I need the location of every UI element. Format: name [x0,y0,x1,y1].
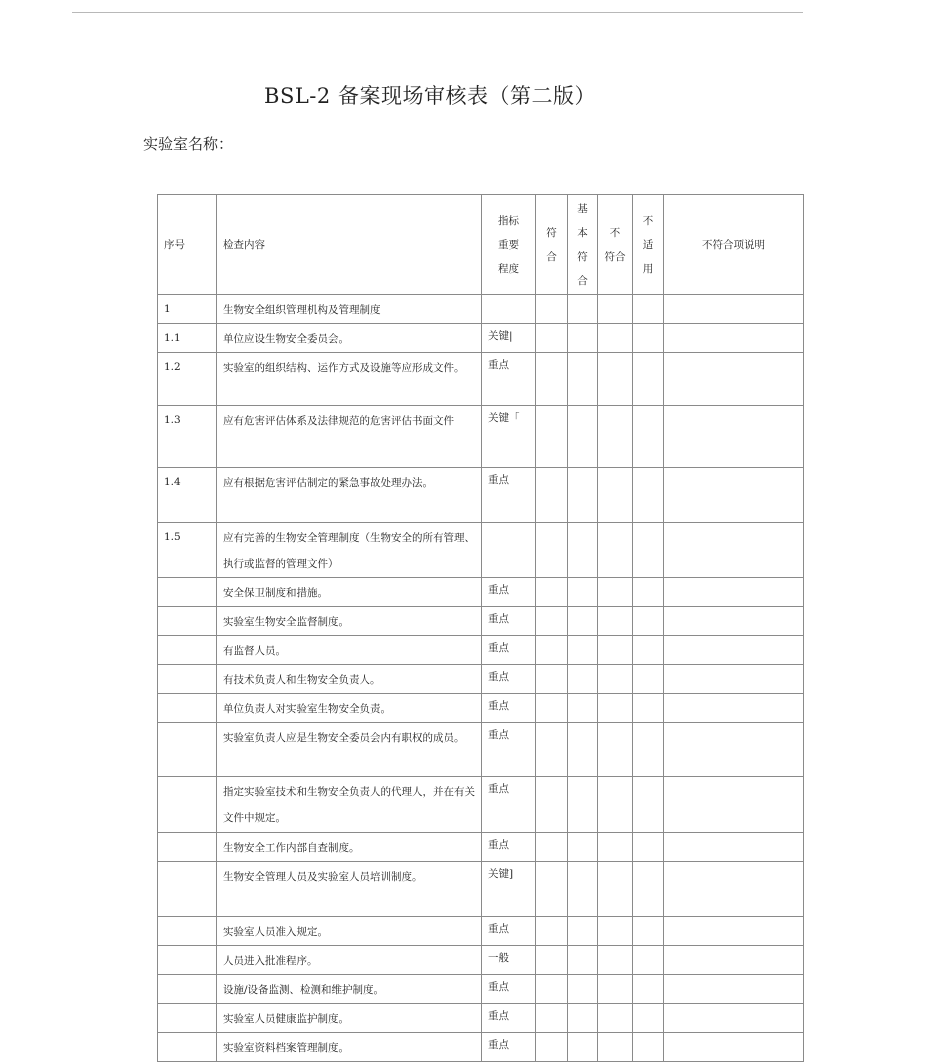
table-header-row [158,195,804,295]
row-importance [482,295,536,324]
row-basic-conform [568,468,598,523]
row-nonconform [598,946,633,975]
row-not-applicable [633,578,664,607]
row-basic-conform [568,665,598,694]
row-no [158,946,217,975]
row-nonconform [598,917,633,946]
row-importance: 重点 [482,468,536,523]
row-content: 生物安全管理人员及实验室人员培训制度。 [217,862,482,917]
row-nonconform [598,833,633,862]
row-remarks [664,975,804,1004]
row-basic-conform [568,1004,598,1033]
table-row [158,636,804,665]
row-nonconform [598,324,633,353]
row-conform [536,468,568,523]
row-nonconform [598,578,633,607]
row-nonconform [598,1004,633,1033]
row-importance: 重点 [482,353,536,406]
row-conform [536,694,568,723]
row-basic-conform [568,353,598,406]
row-basic-conform [568,862,598,917]
row-no [158,1004,217,1033]
row-not-applicable [633,946,664,975]
row-basic-conform [568,777,598,833]
row-remarks [664,406,804,468]
row-no [158,833,217,862]
row-content: 人员进入批准程序。 [217,946,482,975]
table-row [158,917,804,946]
row-importance: 重点 [482,665,536,694]
row-no: 1 [158,295,217,324]
row-content: 生物安全组织管理机构及管理制度 [217,295,482,324]
row-not-applicable [633,975,664,1004]
table-row [158,946,804,975]
row-content: 实验室生物安全监督制度。 [217,607,482,636]
row-remarks [664,694,804,723]
row-content: 实验室人员准入规定。 [217,917,482,946]
row-basic-conform [568,523,598,578]
top-rule [72,12,803,13]
row-content: 单位负责人对实验室生物安全负责。 [217,694,482,723]
row-importance: 重点 [482,777,536,833]
row-basic-conform [568,946,598,975]
row-remarks [664,917,804,946]
row-not-applicable [633,636,664,665]
row-not-applicable [633,468,664,523]
row-importance: 关键「 [482,406,536,468]
row-nonconform [598,406,633,468]
row-nonconform [598,295,633,324]
row-no [158,975,217,1004]
row-importance: 重点 [482,1033,536,1062]
row-remarks [664,468,804,523]
row-remarks [664,862,804,917]
row-not-applicable [633,1033,664,1062]
row-importance: 重点 [482,1004,536,1033]
row-no: 1.4 [158,468,217,523]
row-basic-conform [568,295,598,324]
table-row [158,694,804,723]
row-conform [536,833,568,862]
row-importance: 重点 [482,694,536,723]
row-not-applicable [633,523,664,578]
page-title: BSL-2 备案现场审核表（第二版） [264,84,596,108]
table-row [158,523,804,578]
row-conform [536,665,568,694]
row-remarks [664,665,804,694]
row-conform [536,777,568,833]
row-no [158,723,217,777]
row-content: 应有完善的生物安全管理制度（生物安全的所有管理、执行或监督的管理文件） [217,523,482,578]
header-importance: 指标 重要 程度 [482,195,536,295]
row-importance: 重点 [482,723,536,777]
row-nonconform [598,862,633,917]
table-row [158,324,804,353]
row-remarks [664,353,804,406]
row-basic-conform [568,917,598,946]
row-conform [536,353,568,406]
row-conform [536,406,568,468]
row-importance [482,523,536,578]
row-no: 1.3 [158,406,217,468]
row-no [158,665,217,694]
table-row [158,975,804,1004]
table-row [158,833,804,862]
row-basic-conform [568,975,598,1004]
table-row [158,353,804,406]
row-no [158,694,217,723]
row-conform [536,1033,568,1062]
row-content: 指定实验室技术和生物安全负责人的代理人，并在有关文件中规定。 [217,777,482,833]
row-remarks [664,1033,804,1062]
row-no [158,1033,217,1062]
row-content: 应有根据危害评估制定的紧急事故处理办法。 [217,468,482,523]
row-not-applicable [633,353,664,406]
row-content: 实验室人员健康监护制度。 [217,1004,482,1033]
row-remarks [664,833,804,862]
row-no [158,777,217,833]
row-basic-conform [568,723,598,777]
row-importance: 关键] [482,862,536,917]
row-remarks [664,946,804,975]
table-row [158,665,804,694]
row-content: 设施/设备监测、检测和维护制度。 [217,975,482,1004]
row-remarks [664,295,804,324]
row-not-applicable [633,777,664,833]
row-conform [536,636,568,665]
row-remarks [664,607,804,636]
row-basic-conform [568,833,598,862]
row-importance: 一般 [482,946,536,975]
row-not-applicable [633,833,664,862]
row-not-applicable [633,1004,664,1033]
row-conform [536,917,568,946]
row-basic-conform [568,406,598,468]
row-not-applicable [633,723,664,777]
row-importance: 重点 [482,607,536,636]
header-content: 检查内容 [217,195,482,295]
row-content: 有监督人员。 [217,636,482,665]
row-basic-conform [568,324,598,353]
row-no: 1.5 [158,523,217,578]
row-basic-conform [568,578,598,607]
row-conform [536,723,568,777]
row-not-applicable [633,862,664,917]
row-conform [536,946,568,975]
row-nonconform [598,777,633,833]
row-remarks [664,578,804,607]
row-nonconform [598,353,633,406]
row-nonconform [598,523,633,578]
row-importance: 重点 [482,636,536,665]
audit-table [157,194,804,1062]
row-content: 生物安全工作内部自查制度。 [217,833,482,862]
header-basic-conform: 基 本 符 合 [568,195,598,295]
row-no [158,578,217,607]
row-nonconform [598,636,633,665]
row-no [158,917,217,946]
header-no: 序号 [158,195,217,295]
header-remarks: 不符合项说明 [664,195,804,295]
row-nonconform [598,665,633,694]
table-row [158,406,804,468]
row-no: 1.2 [158,353,217,406]
row-remarks [664,636,804,665]
row-nonconform [598,723,633,777]
table-row [158,295,804,324]
row-content: 安全保卫制度和措施。 [217,578,482,607]
row-importance: 重点 [482,833,536,862]
table-row [158,607,804,636]
row-no [158,862,217,917]
row-nonconform [598,694,633,723]
row-not-applicable [633,406,664,468]
row-not-applicable [633,607,664,636]
row-importance: 重点 [482,578,536,607]
table-row [158,468,804,523]
header-not-applicable: 不 适 用 [633,195,664,295]
row-remarks [664,1004,804,1033]
row-basic-conform [568,636,598,665]
table-row [158,777,804,833]
header-nonconform: 不 符合 [598,195,633,295]
row-importance: 重点 [482,917,536,946]
row-importance: 重点 [482,975,536,1004]
table-row [158,578,804,607]
row-no: 1.1 [158,324,217,353]
row-nonconform [598,607,633,636]
row-conform [536,1004,568,1033]
row-content: 实验室负责人应是生物安全委员会内有职权的成员。 [217,723,482,777]
row-conform [536,295,568,324]
row-conform [536,975,568,1004]
row-not-applicable [633,694,664,723]
row-remarks [664,523,804,578]
row-conform [536,578,568,607]
table-row [158,1033,804,1062]
lab-name-label: 实验室名称： [143,135,234,153]
row-basic-conform [568,607,598,636]
table-row [158,1004,804,1033]
row-remarks [664,777,804,833]
row-no [158,607,217,636]
row-nonconform [598,1033,633,1062]
row-nonconform [598,468,633,523]
row-content: 单位应设生物安全委员会。 [217,324,482,353]
table-row [158,723,804,777]
row-conform [536,607,568,636]
row-content: 有技术负责人和生物安全负责人。 [217,665,482,694]
row-not-applicable [633,665,664,694]
row-no [158,636,217,665]
row-not-applicable [633,324,664,353]
row-conform [536,862,568,917]
row-remarks [664,324,804,353]
row-conform [536,523,568,578]
row-conform [536,324,568,353]
row-basic-conform [568,1033,598,1062]
row-nonconform [598,975,633,1004]
header-conform: 符 合 [536,195,568,295]
row-content: 实验室资料档案管理制度。 [217,1033,482,1062]
row-remarks [664,723,804,777]
row-content: 实验室的组织结构、运作方式及设施等应形成文件。 [217,353,482,406]
row-importance: 关键| [482,324,536,353]
row-content: 应有危害评估体系及法律规范的危害评估书面文件 [217,406,482,468]
row-not-applicable [633,917,664,946]
table-row [158,862,804,917]
row-not-applicable [633,295,664,324]
row-basic-conform [568,694,598,723]
